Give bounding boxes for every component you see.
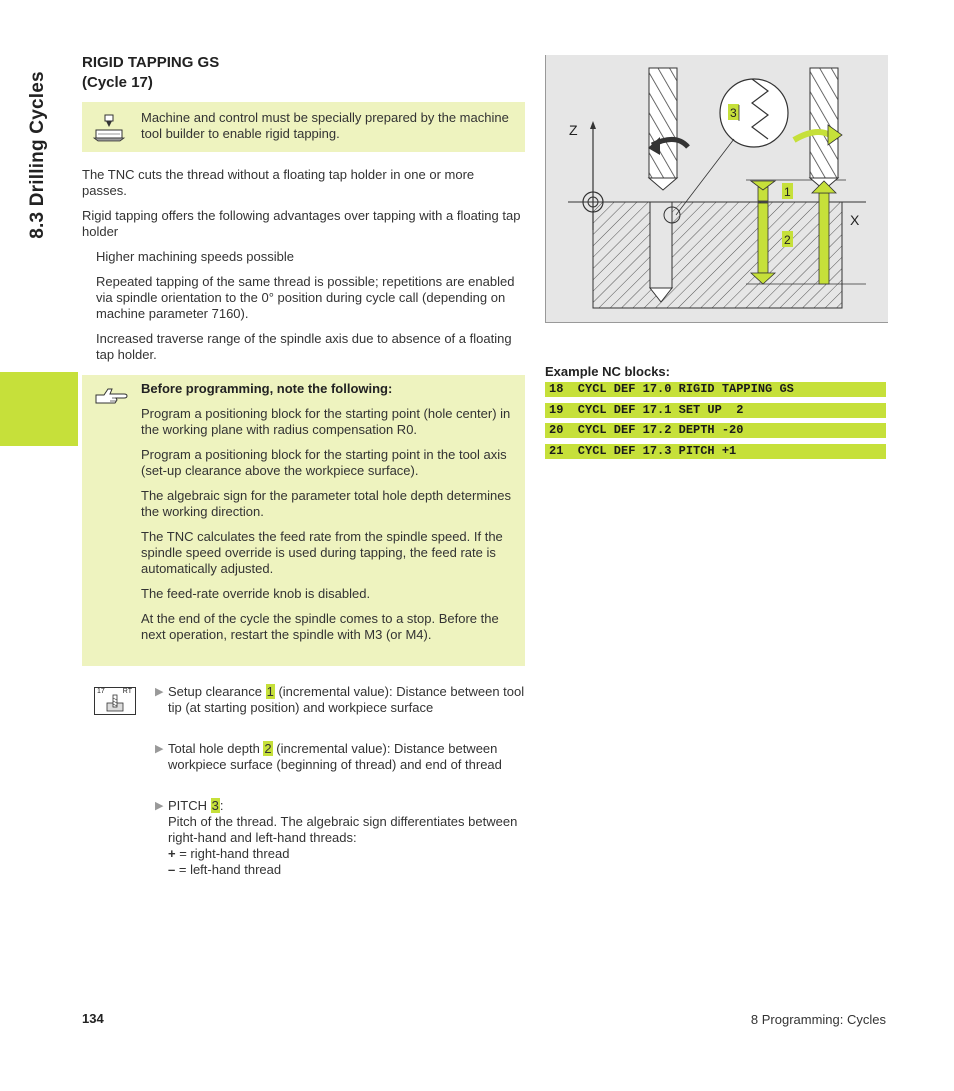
example-title: Example NC blocks: — [545, 364, 670, 379]
programming-note-item-2: Program a positioning block for the starting point in the tool axis (set-up clearance above the workpiece surface). — [141, 447, 507, 478]
body-text-1: The TNC cuts the thread without a floating tap holder in one or more passes. — [82, 167, 475, 198]
tapping-diagram — [545, 55, 888, 323]
param-3-text: Pitch of the thread. The algebraic sign differentiates between right-hand and left-hand threads: — [168, 814, 518, 845]
programming-note-item-4: The TNC calculates the feed rate from the spindle speed. If the spindle speed override is used during tapping, the feed rate is automatically adjusted. — [141, 529, 503, 576]
side-chapter-title-text: 8.3 Drilling Cycles — [27, 71, 48, 239]
tapped-hole — [650, 202, 672, 288]
programming-note-heading: Before programming, note the following: — [141, 381, 393, 396]
cycle-17-softkey[interactable] — [94, 687, 136, 715]
bullet-arrow-icon: ▶ — [155, 743, 164, 755]
param-3-number: 3 — [211, 798, 219, 813]
pointing-hand-icon — [94, 385, 128, 407]
param-setup-clearance — [155, 684, 525, 716]
nc-line-21: 21 CYCL DEF 17.3 PITCH +1 — [545, 444, 886, 459]
section-title: RIGID TAPPING GS — [82, 54, 220, 71]
plus-sign: + — [168, 846, 176, 861]
advantage-1: Higher machining speeds possible — [96, 249, 295, 264]
body-text-2: Rigid tapping offers the following advantages over tapping with a floating tap holder — [82, 208, 521, 239]
figure-label-1: 1 — [784, 185, 791, 199]
programming-note-item-1: Program a positioning block for the starting point (hole center) in the working plane with radius compensation R0. — [141, 406, 511, 437]
param-pitch — [155, 798, 525, 878]
page-number: 134 — [82, 1011, 104, 1026]
figure-label-2: 2 — [784, 233, 791, 247]
param-3-plus: = right-hand thread — [179, 846, 290, 861]
param-1-number: 1 — [266, 684, 274, 699]
param-1-text: (incremental value): Distance between tool tip (at starting position) and workpiece surface — [168, 684, 525, 715]
param-total-depth — [155, 741, 525, 773]
machine-icon — [92, 112, 126, 142]
section-subtitle: (Cycle 17) — [82, 74, 153, 91]
param-2-number: 2 — [264, 741, 272, 756]
bullet-arrow-icon: ▶ — [155, 800, 164, 812]
side-chapter-title — [18, 50, 58, 260]
param-3-plus-line — [168, 846, 525, 862]
return-arrow — [819, 193, 829, 284]
machine-note-text: Machine and control must be specially prepared by the machine tool builder to enable rigid tapping. — [141, 110, 509, 141]
advantage-3: Increased traverse range of the spindle axis due to absence of a floating tap holder. — [96, 331, 512, 362]
softkey-tap-icon — [106, 694, 124, 712]
softkey-label: RT — [122, 688, 132, 695]
param-3-colon: : — [219, 798, 224, 813]
advantage-2: Repeated tapping of the same thread is possible; repetitions are enabled via spindle orientation to the 0° position during cycle call (depending on machine parameter 7160). — [96, 274, 515, 321]
softkey-number: 17 — [97, 688, 105, 695]
figure-label-3: 3 — [730, 106, 737, 120]
programming-note-box — [82, 375, 525, 666]
param-2-text: (incremental value): Distance between workpiece surface (beginning of thread) and end of thread — [168, 741, 502, 772]
programming-note-item-5: The feed-rate override knob is disabled. — [141, 586, 371, 601]
machine-note-box — [82, 102, 525, 152]
side-accent-bar — [0, 372, 78, 446]
workpiece — [593, 202, 842, 308]
param-1-name: Setup clearance — [168, 684, 262, 699]
axis-z-label: Z — [569, 122, 578, 138]
param-3-name: PITCH — [168, 798, 207, 813]
param-3-minus-line — [168, 862, 525, 878]
bullet-arrow-icon: ▶ — [155, 686, 164, 698]
minus-sign: – — [168, 862, 176, 877]
depth-arrow — [758, 203, 768, 273]
programming-note-item-3: The algebraic sign for the parameter total hole depth determines the working direction. — [141, 488, 511, 519]
nc-line-18: 18 CYCL DEF 17.0 RIGID TAPPING GS — [545, 382, 886, 397]
tapping-diagram-svg — [546, 55, 888, 322]
axis-x-label: X — [850, 212, 860, 228]
param-3-minus: = left-hand thread — [178, 862, 282, 877]
nc-line-19: 19 CYCL DEF 17.1 SET UP 2 — [545, 403, 886, 418]
param-2-name: Total hole depth — [168, 741, 260, 756]
programming-note-item-6: At the end of the cycle the spindle comes to a stop. Before the next operation, restart the spindle with M3 (or M4). — [141, 611, 499, 642]
nc-line-20: 20 CYCL DEF 17.2 DEPTH -20 — [545, 423, 886, 438]
chapter-footer: 8 Programming: Cycles — [750, 1012, 886, 1027]
